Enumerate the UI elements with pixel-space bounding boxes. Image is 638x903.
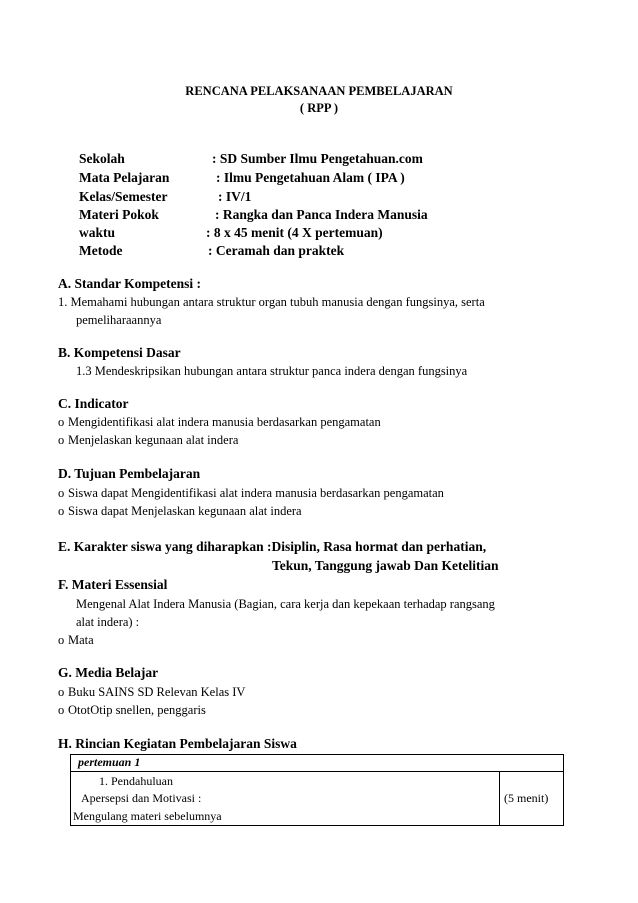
bullet: o (58, 703, 65, 717)
table-row-apersepsi: Apersepsi dan Motivasi : (81, 791, 202, 805)
info-value-waktu: : 8 x 45 menit (4 X pertemuan) (206, 225, 383, 240)
info-value-kelas: : IV/1 (218, 189, 252, 204)
table-column-divider (499, 771, 500, 825)
section-d-heading: D. Tujuan Pembelajaran (58, 466, 201, 481)
table-row-mengulang: Mengulang materi sebelumnya (73, 809, 222, 823)
section-a-heading: A. Standar Kompetensi : (58, 276, 202, 291)
list-item (58, 415, 381, 430)
info-label-kelas: Kelas/Semester (79, 189, 168, 204)
section-f-line2: alat indera) : (76, 615, 140, 629)
info-value-materi: : Rangka dan Panca Indera Manusia (215, 207, 428, 222)
list-item-text: Mata (68, 633, 94, 647)
bullet: o (58, 685, 65, 699)
section-a-line2: pemeliharaannya (76, 313, 162, 327)
table-time: (5 menit) (504, 791, 549, 805)
list-item-text: Mengidentifikasi alat indera manusia berdasarkan pengamatan (68, 415, 381, 429)
info-label-mapel: Mata Pelajaran (79, 170, 170, 185)
document-subtitle: ( RPP ) (299, 101, 339, 115)
list-item-text: OtotOtip snellen, penggaris (68, 703, 206, 717)
section-a-line1: 1. Memahami hubungan antara struktur organ tubuh manusia dengan fungsinya, serta (58, 295, 485, 309)
bullet: o (58, 633, 65, 647)
table-row-pendahuluan: 1. Pendahuluan (99, 774, 173, 788)
bullet: o (58, 486, 65, 500)
section-h-heading: H. Rincian Kegiatan Pembelajaran Siswa (58, 736, 297, 751)
info-label-sekolah: Sekolah (79, 151, 125, 166)
bullet: o (58, 415, 65, 429)
list-item-text: Siswa dapat Mengidentifikasi alat indera manusia berdasarkan pengamatan (68, 486, 444, 500)
list-item-text: Buku SAINS SD Relevan Kelas IV (68, 685, 246, 699)
list-item (58, 504, 302, 519)
info-label-materi: Materi Pokok (79, 207, 159, 222)
list-item (58, 703, 206, 718)
document-title: RENCANA PELAKSANAAN PEMBELAJARAN (185, 84, 453, 98)
list-item (58, 685, 245, 700)
info-value-mapel: : Ilmu Pengetahuan Alam ( IPA ) (216, 170, 405, 185)
list-item (58, 486, 444, 501)
section-c-heading: C. Indicator (58, 396, 129, 411)
list-item (58, 633, 94, 648)
list-item (58, 433, 238, 448)
list-item-text: Siswa dapat Menjelaskan kegunaan alat indera (68, 504, 302, 518)
bullet: o (58, 504, 65, 518)
bullet: o (58, 433, 65, 447)
section-e-line2: Tekun, Tanggung jawab Dan Ketelitian (272, 558, 499, 573)
section-e-heading: E. Karakter siswa yang diharapkan :Disiplin, Rasa hormat dan perhatian, (58, 539, 487, 554)
section-f-line1: Mengenal Alat Indera Manusia (Bagian, cara kerja dan kepekaan terhadap rangsang (76, 597, 495, 611)
section-g-heading: G. Media Belajar (58, 665, 159, 680)
info-label-metode: Metode (79, 243, 123, 258)
section-b-heading: B. Kompetensi Dasar (58, 345, 181, 360)
table-divider (71, 771, 563, 772)
activity-table (70, 754, 564, 826)
table-header: pertemuan 1 (78, 755, 141, 769)
info-value-sekolah: : SD Sumber Ilmu Pengetahuan.com (212, 151, 423, 166)
list-item-text: Menjelaskan kegunaan alat indera (68, 433, 239, 447)
section-f-heading: F. Materi Essensial (58, 577, 168, 592)
info-value-metode: : Ceramah dan praktek (208, 243, 345, 258)
section-b-line1: 1.3 Mendeskripsikan hubungan antara struktur panca indera dengan fungsinya (76, 364, 468, 378)
info-label-waktu: waktu (79, 225, 116, 240)
